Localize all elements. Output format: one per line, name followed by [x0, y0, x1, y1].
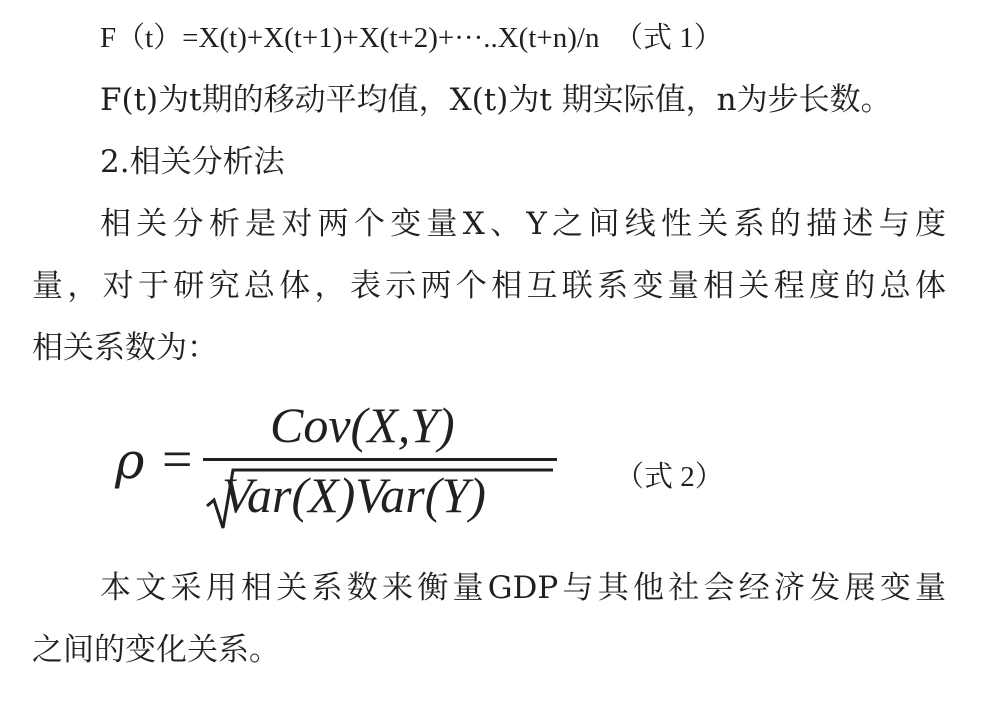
- equation-label: （式 2）: [615, 461, 724, 493]
- rho-symbol: ρ: [115, 432, 145, 490]
- section-heading: 2.相关分析法: [100, 144, 285, 180]
- formula-numerator: Cov(X,Y): [270, 397, 455, 453]
- paragraph-line-2: 量，对于研究总体，表示两个相互联系变量相关程度的总体: [32, 268, 946, 304]
- conclusion-line-1: 本文采用相关系数来衡量GDP与其他社会经济发展变量: [100, 570, 946, 606]
- moving-average-formula: F（t）=X(t)+X(t+1)+X(t+2)+···..X(t+n)/n （式 1）: [100, 22, 723, 54]
- equals-sign: =: [162, 429, 193, 489]
- correlation-formula: [100, 392, 740, 542]
- paragraph-line-1: 相关分析是对两个变量X、Y之间线性关系的描述与度: [100, 206, 946, 242]
- formula-denominator: Var(X)Var(Y): [222, 467, 486, 523]
- fraction-bar: [203, 458, 557, 461]
- paragraph-line-3: 相关系数为：: [32, 330, 218, 366]
- conclusion-line-2: 之间的变化关系。: [32, 632, 280, 668]
- formula-definition: F(t)为t期的移动平均值，X(t)为t 期实际值，n为步长数。: [100, 82, 892, 118]
